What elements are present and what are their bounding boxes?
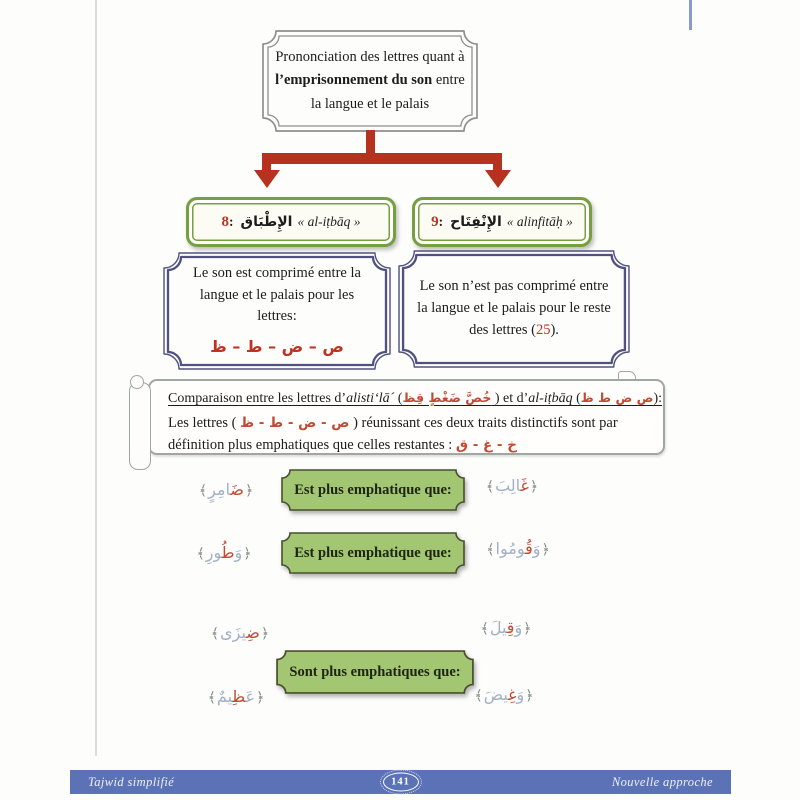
ornate-bracket-icon: ﴿ xyxy=(244,483,254,499)
banner-italic: alisti‘lā´ xyxy=(346,391,395,406)
ornate-bracket-icon: ﴾ xyxy=(485,479,495,495)
word-prefix: وَ xyxy=(516,685,525,704)
connector-stem xyxy=(366,130,375,155)
comparison-label: Est plus emphatique que: xyxy=(294,481,452,498)
quran-word xyxy=(196,618,284,648)
comparison-plaque xyxy=(276,650,474,694)
banner-body xyxy=(168,434,651,456)
banner-arabic: ص - ض - ط - ظ xyxy=(240,415,350,431)
word-suffix: يلَ xyxy=(489,618,507,637)
banner-arabic: خُصَّ ضَغْطٍ قِظ xyxy=(402,390,492,405)
ornate-bracket-icon: ﴿ xyxy=(523,621,532,637)
word-suffix: يمٌ xyxy=(216,687,233,706)
word-prefix: وَ xyxy=(532,539,541,558)
word-emphatic-letter: غِ xyxy=(508,685,517,704)
word-emphatic-letter: طُ xyxy=(221,543,235,562)
word-suffix: الِبَ xyxy=(495,476,521,495)
word-emphatic-letter: قِ xyxy=(506,618,515,637)
rule-colon: : xyxy=(438,214,444,229)
ornate-bracket-icon: ﴾ xyxy=(480,621,489,637)
ornate-bracket-icon: ﴿ xyxy=(541,542,550,558)
word-suffix: يزَى xyxy=(220,623,247,642)
word-emphatic-letter: ظِ xyxy=(232,687,246,706)
word-suffix: امِرٍ xyxy=(208,480,231,499)
footer-left-text: Tajwid simplifié xyxy=(88,774,175,789)
node-al-itbaq xyxy=(186,197,396,247)
banner-heading xyxy=(168,390,662,407)
detail-sentence: Le son n’est pas comprimé entre la langue et le palais pour le reste des lettres ( xyxy=(417,278,611,338)
word-suffix: يضَ xyxy=(483,685,509,704)
ornate-bracket-icon: ﴾ xyxy=(486,542,495,558)
word-prefix: وَ xyxy=(234,543,243,562)
title-line3: la langue et le palais xyxy=(310,95,430,112)
banner-text: ( xyxy=(572,391,581,406)
rule-colon: : xyxy=(229,214,234,229)
word-suffix: ومُوا xyxy=(495,539,526,558)
banner-text: ) et d’ xyxy=(491,391,529,406)
quran-word xyxy=(466,471,558,501)
word-prefix: وَ xyxy=(514,618,523,637)
detail-text xyxy=(398,276,630,341)
footer-right-text: Nouvelle approche xyxy=(611,774,713,789)
comparison-label: Est plus emphatique que: xyxy=(294,544,452,561)
comparison-plaque xyxy=(281,532,465,574)
footer-band xyxy=(70,770,731,794)
detail-al-itbaq xyxy=(163,252,391,370)
ornate-bracket-icon: ﴿ xyxy=(525,688,534,704)
title-line1: Prononciation des lettres quant à xyxy=(275,48,465,65)
detail-text xyxy=(163,263,391,359)
detail-al-infitah xyxy=(398,250,630,368)
banner-arabic: خ - غ - ق xyxy=(455,437,517,453)
rule-transliteration: « al-iṭbāq » xyxy=(297,214,361,229)
banner-text: Les lettres ( xyxy=(168,415,241,431)
detail-sentence: Le son est comprimé entre la langue et le palais pour les lettres: xyxy=(193,264,361,325)
banner-text: ( xyxy=(394,391,403,406)
banner-italic: al-iṭbāq xyxy=(528,391,573,406)
letters-count: 25 xyxy=(535,321,551,338)
banner-text: ): xyxy=(653,391,662,406)
comparison-label: Sont plus emphatiques que: xyxy=(289,663,461,680)
banner-text: définition plus emphatiques que celles restantes : xyxy=(168,437,456,453)
node-al-infitah xyxy=(412,197,592,247)
word-emphatic-letter: ضَ xyxy=(230,480,244,499)
scroll-roll-icon xyxy=(129,382,151,470)
word-prefix: عَ xyxy=(245,687,256,706)
page-number: 141 xyxy=(391,776,410,788)
word-emphatic-letter: قُ xyxy=(525,539,533,558)
quran-word xyxy=(460,613,552,643)
emphatic-letters: ص – ض – ط – ظ xyxy=(210,337,344,357)
word-emphatic-letter: ضِ xyxy=(246,623,260,642)
ornate-bracket-icon: ﴿ xyxy=(260,626,270,642)
title-box xyxy=(262,30,478,132)
ornate-bracket-icon: ﴾ xyxy=(207,690,216,706)
page-edge-line xyxy=(95,0,97,756)
quran-word xyxy=(183,475,269,505)
rule-transliteration: « alinfitāḥ » xyxy=(506,214,573,229)
page-number-badge xyxy=(383,773,419,792)
rule-number: 8 xyxy=(221,213,230,230)
title-line2-rest: entre xyxy=(432,72,465,89)
ornate-bracket-icon: ﴾ xyxy=(198,483,208,499)
banner-text: ) réunissant ces deux traits distinctifs sont par xyxy=(349,415,618,431)
scroll-knob-icon xyxy=(130,375,144,389)
ornate-bracket-icon: ﴾ xyxy=(196,546,205,562)
arrow-down-icon xyxy=(485,170,511,188)
quran-word xyxy=(180,538,268,568)
connector-bar xyxy=(262,153,502,164)
banner-text: Comparaison entre les lettres d’ xyxy=(168,391,347,406)
rule-arabic: الإِنْفِتَاح xyxy=(450,214,502,230)
quran-word xyxy=(468,534,568,564)
comparison-plaque xyxy=(281,469,465,511)
arrow-down-icon xyxy=(254,170,280,188)
ornate-bracket-icon: ﴿ xyxy=(529,479,539,495)
rule-number: 9 xyxy=(431,213,439,230)
word-emphatic-letter: غَ xyxy=(520,476,529,495)
ornate-bracket-icon: ﴾ xyxy=(474,688,483,704)
rule-arabic: الإِطْبَاق xyxy=(240,214,293,230)
page-edge-mark xyxy=(689,0,692,30)
quran-word xyxy=(190,682,282,712)
ornate-bracket-icon: ﴾ xyxy=(210,626,220,642)
banner-arabic: ص ض ط ظ xyxy=(580,390,654,405)
ornate-bracket-icon: ﴿ xyxy=(243,546,252,562)
word-suffix: ورِ xyxy=(205,543,222,562)
title-bold: l’emprisonnement du son xyxy=(275,72,433,89)
detail-sentence-end: ). xyxy=(550,321,559,338)
comparison-banner xyxy=(148,379,665,455)
page-title xyxy=(267,46,473,116)
banner-body xyxy=(168,412,651,434)
ornate-bracket-icon: ﴿ xyxy=(256,690,265,706)
quran-word xyxy=(456,680,552,710)
